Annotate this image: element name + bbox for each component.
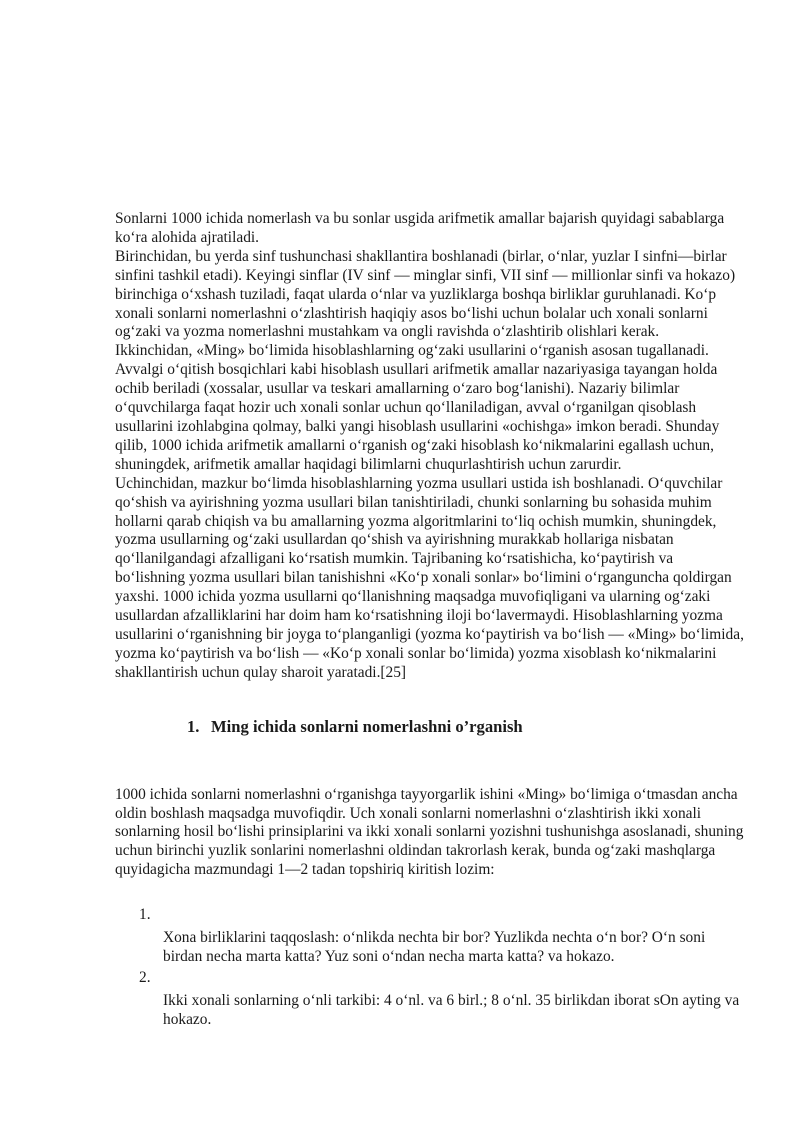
list-item-number: 1.: [139, 906, 151, 924]
list-item: [139, 906, 745, 967]
paragraph-intro: Sonlarni 1000 ichida nomerlash va bu sonlar usgida arifmetik amallar bajarish quyidagi sabablarga ko‘ra alohida ajratiladi.: [115, 210, 725, 246]
section-intro-paragraph: 1000 ichida sonlarni nomerlashni o‘rganishga tayyorgarlik ishini «Ming» bo‘limiga o‘tmasdan ancha oldin boshlash maqsadga muvofiqdir. Uch xonali sonlarni nomerlashni o‘zlashtirish ikki xonali sonlarning hosil bo‘lishi prinsiplarini va ikki xonali sonlarni yozishni tushunishga asoslanadi, shuning uchun birinchi yuzlik sonlarini nomerlashni oldindan takrorlash kerak, bunda og‘zaki mashqlarga quyidagicha mazmundagi 1—2 tadan topshiriq kiritish lozim:: [115, 785, 744, 879]
section-number: 1.: [187, 716, 200, 736]
paragraph-third-reason: Uchinchidan, mazkur bo‘limda hisoblashlarning yozma usullari ustida ish boshlanadi. O‘quvchilar qo‘shish va ayirishning yozma usullari bilan tanishtiriladi, chunki sonlarning bu sohasida muhim hollarni qarab chiqish va bu amallarning yozma algoritmlarini to‘liq ochish mumkin, shuningdek, yozma usullarning og‘zaki usullardan qo‘shish va ayirishning murakkab hollariga nisbatan qo‘llanilgandagi afzalligani ko‘rsatish mumkin. Tajribaning ko‘rsatishicha, ko‘paytirish va bo‘lishning yozma usullari bilan tanishishni «Ko‘p xonali sonlar» bo‘limini o‘rganguncha qoldirgan yaxshi. 1000 ichida yozma usullarni qo‘llanishning maqsadga muvofiqligani va ularning og‘zaki usullardan afzalliklarini har doim ham ko‘rsatishning iloji bo‘lavermaydi. Hisoblashlarning yozma usullarini o‘rganishning bir joyga to‘planganligi (yozma ko‘paytirish va bo‘lish — «Ming» bo‘limida, yozma ko‘paytirish va bo‘lish — «Ko‘p xonali sonlar bo‘limida) yozma xisoblash ko‘nikmalarini shakllantirish uchun qulay sharoit yaratadi.[25]: [115, 474, 744, 681]
list-item-text: Xona birliklarini taqqoslash: o‘nlikda nechta bir bor? Yuzlikda nechta o‘n bor? O‘n soni birdan necha marta katta? Yuz soni o‘ndan necha marta katta? va hokazo.: [163, 929, 706, 965]
task-list: [115, 906, 745, 1029]
list-item-number: 2.: [139, 968, 151, 986]
list-item: [139, 969, 745, 1030]
section-heading: [187, 717, 745, 737]
document-page: [115, 210, 745, 1032]
section-title: Ming ichida sonlarni nomerlashni o’rganish: [211, 716, 523, 736]
paragraph-first-reason: Birinchidan, bu yerda sinf tushunchasi shakllantira boshlanadi (birlar, o‘nlar, yuzlar I sinfni—birlar sinfini tashkil etadi). Keyingi sinflar (IV sinf — minglar sinfi, VII sinf — millionlar sinfi va hokazo) birinchiga o‘xshash tuziladi, faqat ularda o‘nlar va yuzliklarga boshqa birliklar guruhlanadi. Ko‘p xonali sonlarni nomerlashni o‘zlashtirish haqiqiy asos bo‘lishi uchun bolalar uch xonali sonlarni og‘zaki va yozma nomerlashni mustahkam va ongli ravishda o‘zlashtirib olishlari kerak.: [115, 247, 736, 341]
paragraph-second-reason: Ikkinchidan, «Ming» bo‘limida hisoblashlarning og‘zaki usullarini o‘rganish asosan tugallanadi. Avvalgi o‘qitish bosqichlari kabi hisoblash usullari arifmetik amallar nazariyasiga tayangan holda ochib beriladi (xossalar, usullar va teskari amallarning o‘zaro bog‘lanishi). Nazariy bilimlar o‘quvchilarga faqat hozir uch xonali sonlar uchun qo‘llaniladigan, avval o‘rganilgan qisoblash usullarini izohlabgina qolmay, balki yangi hisoblash usullarini «ochishga» imkon beradi. Shunday qilib, 1000 ichida arifmetik amallarni o‘rganish og‘zaki hisoblash ko‘nikmalarini egallash uchun, shuningdek, arifmetik amallar haqidagi bilimlarni chuqurlashtirish uchun zarurdir.: [115, 342, 720, 473]
list-item-text: Ikki xonali sonlarning o‘nli tarkibi: 4 o‘nl. va 6 birl.; 8 o‘nl. 35 birlikdan iborat sOn ayting va hokazo.: [163, 991, 740, 1028]
